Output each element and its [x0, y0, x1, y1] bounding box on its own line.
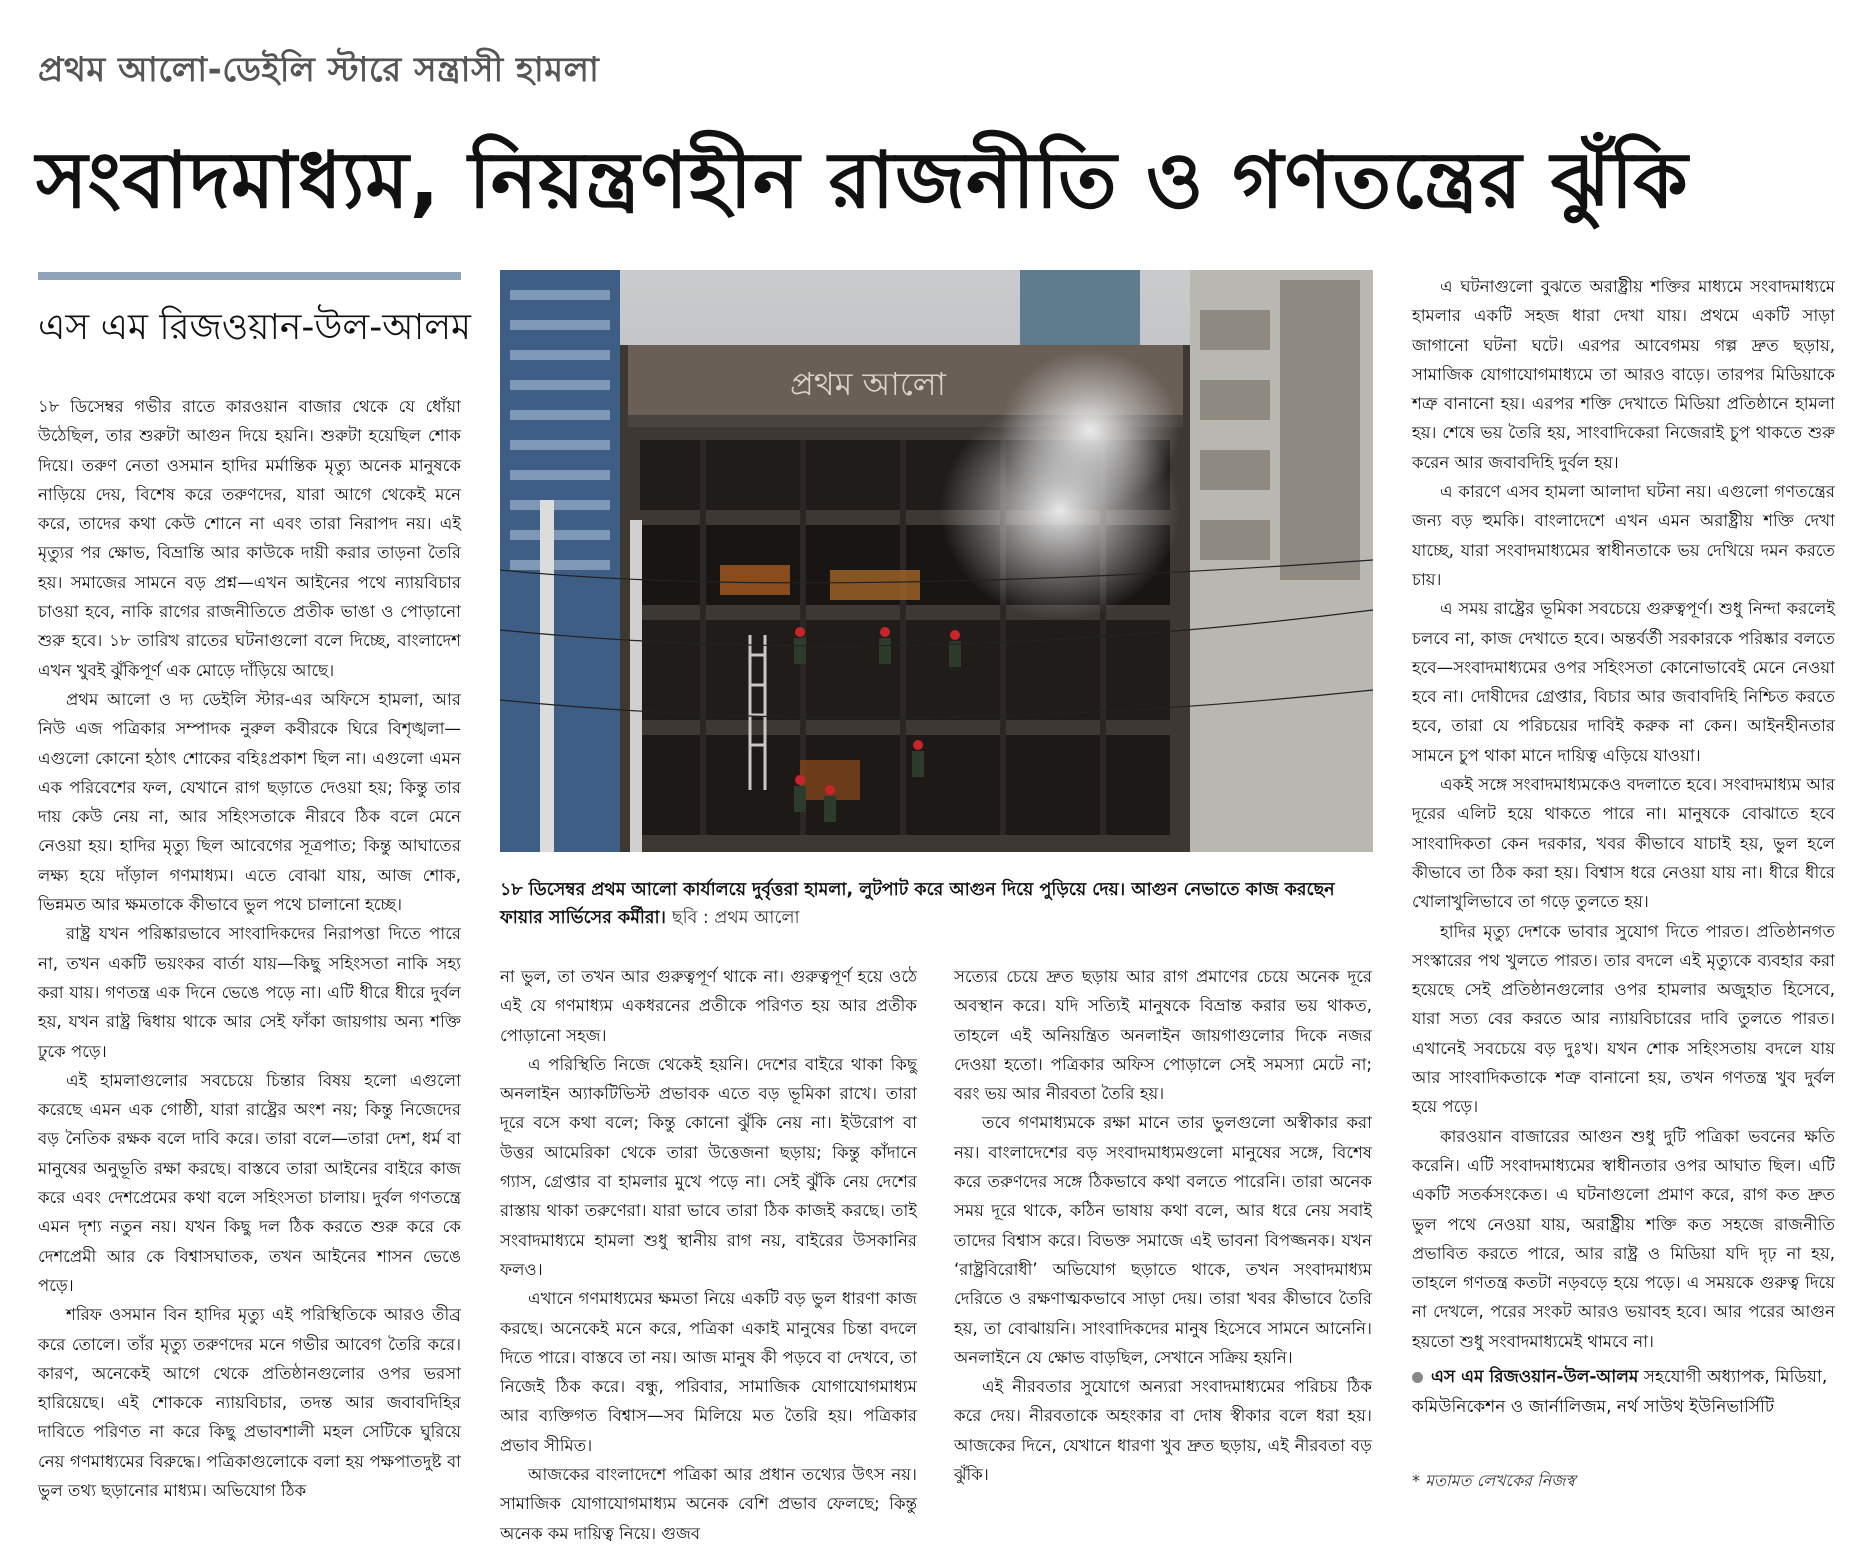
- author-name: এস এম রিজওয়ান-উল-আলম: [1431, 1367, 1639, 1387]
- paragraph: হাদির মৃত্যু দেশকে ভাবার সুযোগ দিতে পারত। প্রতিষ্ঠানগত সংস্কারের পথ খুলতে পারত। তার বদলে এই মৃত্যুকে ব্যবহার করা হয়েছে সেই প্রতিষ্ঠানগুলোর ওপর হামলার অজুহাত হিসেবে, যারা সত্য বের করতে আর ন্যায়বিচারের দাবি তুলতে পারত। এখানেই সবচেয়ে বড় দুঃখ। যখন শোক সহিংসতায় বদলে যায় আর সাংবাদিকতাকে শত্রু বানানো হয়, তখন গণতন্ত্র খুব দুর্বল হয়ে পড়ে।: [1412, 921, 1835, 1117]
- article-headline: সংবাদমাধ্যম, নিয়ন্ত্রণহীন রাজনীতি ও গণতন্ত্রের ঝুঁকি: [36, 136, 1689, 226]
- article-column-3: [954, 962, 1372, 1489]
- photo-credit: ছবি : প্রথম আলো: [671, 908, 800, 928]
- bullet-icon: [1412, 1372, 1423, 1383]
- article-column-4: [1412, 272, 1835, 1356]
- author-description: সহযোগী অধ্যাপক, মিডিয়া, কমিউনিকেশন ও জার্নালিজম, নর্থ সাউথ ইউনিভার্সিটি: [1412, 1367, 1828, 1417]
- paragraph: এই হামলাগুলোর সবচেয়ে চিন্তার বিষয় হলো এগুলো করেছে এমন এক গোষ্ঠী, যারা রাষ্ট্রের অংশ নয়; কিন্তু নিজেদের বড় নৈতিক রক্ষক বলে দাবি করে। তারা বলে—তারা দেশ, ধর্ম বা মানুষের অনুভূতি রক্ষা করছে। বাস্তবে তারা আইনের বাইরে কাজ করে এবং দেশপ্রেমের কথা বলে সহিংসতা চালায়। দুর্বল গণতন্ত্রে এমন দৃশ্য নতুন নয়। যখন কিছু দল ঠিক করতে শুরু করে কে দেশপ্রেমী আর কে বিশ্বাসঘাতক, তখন আইনের শাসন ভেঙে পড়ে।: [38, 1070, 461, 1295]
- paragraph: এই নীরবতার সুযোগে অন্যরা সংবাদমাধ্যমের পরিচয় ঠিক করে দেয়। নীরবতাকে অহংকার বা দোষ স্বীকার বলে ধরা হয়। আজকের দিনে, যেখানে ধারণা খুব দ্রুত ছড়ায়, এই নীরবতা বড় ঝুঁকি।: [954, 1377, 1372, 1485]
- paragraph: না ভুল, তা তখন আর গুরুত্বপূর্ণ থাকে না। গুরুত্বপূর্ণ হয়ে ওঠে এই যে গণমাধ্যম একধরনের প্রতীকে পরিণত হয় আর প্রতীক পোড়ানো সহজ।: [500, 967, 917, 1045]
- opinion-footnote: * মতামত লেখকের নিজস্ব: [1412, 1471, 1576, 1490]
- paragraph: এ পরিস্থিতি নিজে থেকেই হয়নি। দেশের বাইরে থাকা কিছু অনলাইন অ্যাকটিভিস্ট প্রভাবক এতে বড় ভূমিকা রাখে। তারা দূরে বসে কথা বলে; কিন্তু কোনো ঝুঁকি নেয় না। ইউরোপ বা উত্তর আমেরিকা থেকে তারা উত্তেজনা ছড়ায়; কিন্তু কাঁদানে গ্যাস, গ্রেপ্তার বা হামলার মুখে পড়ে না। সেই ঝুঁকি নেয় দেশের রাস্তায় থাকা তরুণেরা। যারা ভাবে তারা ঠিক কাজই করছে। তাই সংবাদমাধ্যমে হামলা শুধু স্থানীয় রাগ নয়, বাইরের উসকানির ফলও।: [500, 1054, 917, 1279]
- paragraph: প্রথম আলো ও দ্য ডেইলি স্টার-এর অফিসে হামলা, আর নিউ এজ পত্রিকার সম্পাদক নুরুল কবীরকে ঘিরে বিশৃঙ্খলা—এগুলো কোনো হঠাৎ শোকের বহিঃপ্রকাশ ছিল না। এগুলো এমন এক পরিবেশের ফল, যেখানে রাগ ছড়াতে দেওয়া হয়; কিন্তু তার দায় কেউ নেয় না, আর সহিংসতাকে নীরবে ঠিক বলে মেনে নেওয়া হয়। হাদির মৃত্যু ছিল আবেগের সূত্রপাত; কিন্তু আঘাতের লক্ষ্য হয়ে দাঁড়াল গণমাধ্যম। এতে বোঝা যায়, আজ শোক, ভিন্নমত আর ক্ষমতাকে কীভাবে ভুল পথে চালানো হচ্ছে।: [38, 689, 461, 915]
- paragraph: ১৮ ডিসেম্বর গভীর রাতে কারওয়ান বাজার থেকে যে ধোঁয়া উঠেছিল, তার শুরুটা আগুন দিয়ে হয়নি। শুরুটা হয়েছিল শোক দিয়ে। তরুণ নেতা ওসমান হাদির মর্মান্তিক মৃত্যু অনেক মানুষকে নাড়িয়ে দেয়, বিশেষ করে তরুণদের, যারা আগে থেকেই মনে করে, তাদের কথা কেউ শোনে না এবং তারা নিরাপদ নয়। এই মৃত্যুর পর ক্ষোভ, বিভ্রান্তি আর কাউকে দায়ী করার তাড়না তৈরি হয়। সমাজের সামনে বড় প্রশ্ন—এখন আইনের পথে ন্যায়বিচার চাওয়া হবে, নাকি রাগের রাজনীতিতে প্রতীক ভাঙা ও পোড়ানো শুরু হবে। ১৮ তারিখ রাতের ঘটনাগুলো বলে দিচ্ছে, বাংলাদেশ এখন খুবই ঝুঁকিপূর্ণ এক মোড়ে দাঁড়িয়ে আছে।: [38, 397, 461, 680]
- paragraph: তবে গণমাধ্যমকে রক্ষা মানে তার ভুলগুলো অস্বীকার করা নয়। বাংলাদেশের বড় সংবাদমাধ্যমগুলো মানুষের সঙ্গে, বিশেষ করে তরুণদের সঙ্গে ঠিকভাবে কথা বলতে পারেনি। তারা অনেক সময় দূরে থাকে, কঠিন ভাষায় কথা বলে, আর ধরে নেয় সবাই তাদের বিশ্বাস করে। বিভক্ত সমাজে এই ভাবনা বিপজ্জনক। যখন ‘রাষ্ট্রবিরোধী’ অভিযোগ ছড়াতে থাকে, তখন সংবাদমাধ্যম দেরিতে ও রক্ষণাত্মকভাবে সাড়া দেয়। তারা খবর কীভাবে তৈরি হয়, তা বোঝায়নি। সাংবাদিকদের মানুষ হিসেবে সামনে আনেনি। অনলাইনে যে ক্ষোভ বাড়ছিল, সেখানে সক্রিয় হয়নি।: [954, 1113, 1372, 1367]
- paragraph: এ কারণে এসব হামলা আলাদা ঘটনা নয়। এগুলো গণতন্ত্রের জন্য বড় হুমকি। বাংলাদেশে এখন এমন অরাষ্ট্রীয় শক্তি দেখা যাচ্ছে, যারা সংবাদমাধ্যমের স্বাধীনতাকে ভয় দেখিয়ে দমন করতে চায়।: [1412, 482, 1835, 589]
- paragraph: কারওয়ান বাজারের আগুন শুধু দুটি পত্রিকা ভবনের ক্ষতি করেনি। এটি সংবাদমাধ্যমের স্বাধীনতার ওপর আঘাত ছিল। এটি একটি সতর্কসংকেত। এ ঘটনাগুলো প্রমাণ করে, রাগ কত দ্রুত ভুল পথে নেওয়া যায়, অরাষ্ট্রীয় শক্তি কত সহজে রাজনীতি প্রভাবিত করতে পারে, আর রাষ্ট্র ও মিডিয়া যদি দৃঢ় না হয়, তাহলে গণতন্ত্র কতটা নড়বড়ে হয়ে পড়ে। এ সময়কে গুরুত্ব দিয়ে না দেখলে, পরের সংকট আরও ভয়াবহ হবে। আর পরের আগুন হয়তো শুধু সংবাদমাধ্যমেই থামবে না।: [1412, 1126, 1835, 1351]
- caption-text: ১৮ ডিসেম্বর প্রথম আলো কার্যালয়ে দুর্বৃত্তরা হামলা, লুটপাট করে আগুন দিয়ে পুড়িয়ে দেয়। আগুন নেভাতে কাজ করছেন ফায়ার সার্ভিসের কর্মীরা।: [500, 880, 1335, 928]
- paragraph: এ ঘটনাগুলো বুঝতে অরাষ্ট্রীয় শক্তির মাধ্যমে সংবাদমাধ্যমে হামলার একটি সহজ ধারা দেখা যায়। প্রথমে একটি সাড়া জাগানো ঘটনা ঘটে। এরপর আবেগময় গল্প দ্রুত ছড়ায়, সামাজিক যোগাযোগমাধ্যমে তা আরও বাড়ে। তারপর মিডিয়াকে শত্রু বানানো হয়। এরপর শক্তি দেখাতে মিডিয়া প্রতিষ্ঠানে হামলা হয়। শেষে ভয় তৈরি হয়, সাংবাদিকেরা নিজেরাই চুপ থাকতে শুরু করেন আর জবাবদিহি দুর্বল হয়।: [1412, 277, 1835, 472]
- byline-rule: [38, 272, 461, 280]
- article-column-1: [38, 392, 461, 1505]
- article-column-2: [500, 962, 917, 1548]
- paragraph: সত্যের চেয়ে দ্রুত ছড়ায় আর রাগ প্রমাণের চেয়ে অনেক দূরে অবস্থান করে। যদি সত্যিই মানুষকে বিভ্রান্ত করার ভয় থাকত, তাহলে এই অনিয়ন্ত্রিত অনলাইন জায়গাগুলোর দিকে নজর দেওয়া হতো। পত্রিকার অফিস পোড়ালে সেই সমস্যা মেটে না; বরং ভয় আর নীরবতা তৈরি হয়।: [954, 967, 1372, 1104]
- article-byline: এস এম রিজওয়ান-উল-আলম: [38, 307, 472, 348]
- author-note: [1412, 1362, 1835, 1422]
- photo-sign-text: প্রথম আলো: [790, 365, 946, 403]
- photo-illustration: [500, 270, 1373, 852]
- paragraph: এখানে গণমাধ্যমের ক্ষমতা নিয়ে একটি বড় ভুল ধারণা কাজ করছে। অনেকেই মনে করে, পত্রিকা একাই মানুষের চিন্তা বদলে দিতে পারে। বাস্তবে তা নয়। আজ মানুষ কী পড়বে বা দেখবে, তা নিজেই ঠিক করে। বন্ধু, পরিবার, সামাজিক যোগাযোগমাধ্যম আর ব্যক্তিগত বিশ্বাস—সব মিলিয়ে মত তৈরি হয়। পত্রিকার প্রভাব সীমিত।: [500, 1289, 917, 1455]
- paragraph: আজকের বাংলাদেশে পত্রিকা আর প্রধান তথ্যের উৎস নয়। সামাজিক যোগাযোগমাধ্যম অনেক বেশি প্রভাব ফেলছে; কিন্তু অনেক কম দায়িত্ব নিয়ে। গুজব: [500, 1465, 917, 1543]
- paragraph: শরিফ ওসমান বিন হাদির মৃত্যু এই পরিস্থিতিকে আরও তীব্র করে তোলে। তাঁর মৃত্যু তরুণদের মনে গভীর আবেগ তৈরি করে। কারণ, অনেকেই আগে থেকে প্রতিষ্ঠানগুলোর ওপর ভরসা হারিয়েছে। এই শোককে ন্যায়বিচার, তদন্ত আর জবাবদিহির দাবিতে পরিণত না করে কিছু প্রভাবশালী মহল সেটিকে ঘুরিয়ে নেয় গণমাধ্যমের বিরুদ্ধে। পত্রিকাগুলোকে বলা হয় পক্ষপাতদুষ্ট বা ভুল তথ্য ছড়ানোর মাধ্যম। অভিযোগ ঠিক: [38, 1305, 461, 1500]
- photo-caption: [500, 876, 1373, 932]
- paragraph: একই সঙ্গে সংবাদমাধ্যমকেও বদলাতে হবে। সংবাদমাধ্যম আর দূরের এলিট হয়ে থাকতে পারে না। মানুষকে বোঝাতে হবে সাংবাদিকতা কেন দরকার, খবর কীভাবে যাচাই হয়, ভুল হলে কীভাবে তা ঠিক করা হয়। বিশ্বাস ধরে নেওয়া যায় না। ধীরে ধীরে খোলাখুলিভাবে তা গড়ে তুলতে হয়।: [1412, 775, 1835, 912]
- article-kicker: প্রথম আলো-ডেইলি স্টারে সন্ত্রাসী হামলা: [38, 50, 600, 90]
- fire-building-photo: [500, 270, 1373, 852]
- paragraph: এ সময় রাষ্ট্রের ভূমিকা সবচেয়ে গুরুত্বপূর্ণ। শুধু নিন্দা করলেই চলবে না, কাজ দেখাতে হবে। অন্তর্বর্তী সরকারকে পরিষ্কার বলতে হবে—সংবাদমাধ্যমের ওপর সহিংসতা কোনোভাবেই মেনে নেওয়া হবে না। দোষীদের গ্রেপ্তার, বিচার আর জবাবদিহি নিশ্চিত করতে হবে, তারা যে পরিচয়ের দাবিই করুক না কেন। আইনহীনতার সামনে চুপ থাকা মানে দায়িত্ব এড়িয়ে যাওয়া।: [1412, 599, 1835, 765]
- paragraph: রাষ্ট্র যখন পরিষ্কারভাবে সাংবাদিকদের নিরাপত্তা দিতে পারে না, তখন একটি ভয়ংকর বার্তা যায়—কিছু সহিংসতা নাকি সহ্য করা যায়। গণতন্ত্র এক দিনে ভেঙে পড়ে না। এটি ধীরে ধীরে দুর্বল হয়, যখন রাষ্ট্র দ্বিধায় থাকে আর সেই ফাঁকা জায়গায় অন্য শক্তি ঢুকে পড়ে।: [38, 924, 461, 1061]
